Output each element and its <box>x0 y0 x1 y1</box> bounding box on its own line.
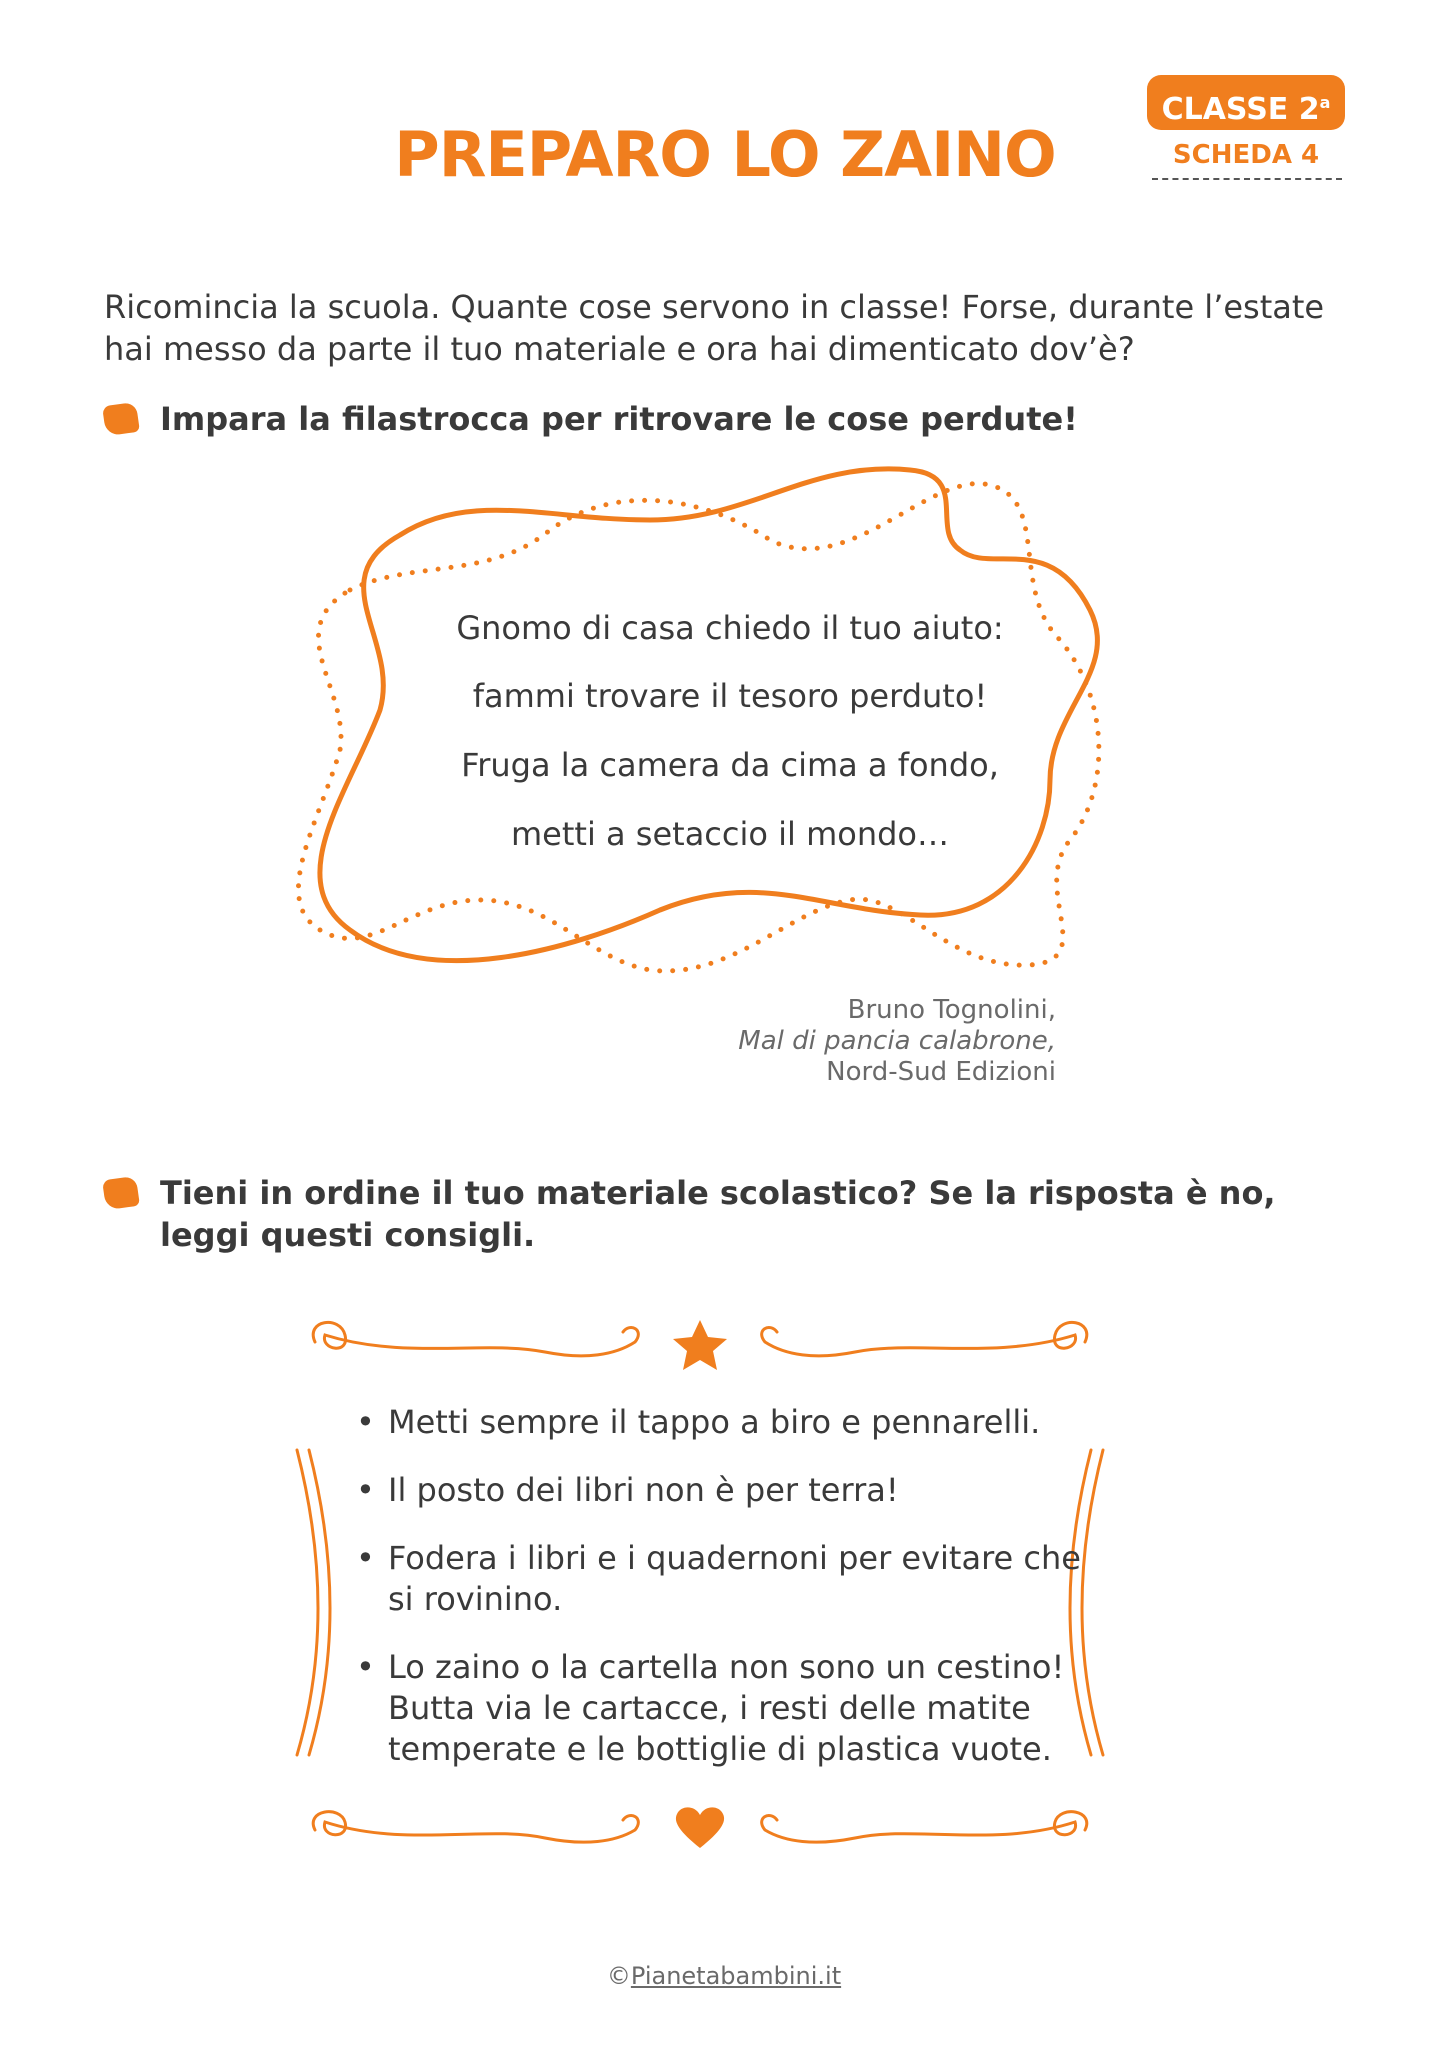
poem-author: Bruno Tognolini, <box>847 995 1056 1025</box>
poem-book: Mal di pancia calabrone, <box>738 1026 1056 1056</box>
task-1 <box>104 398 1344 440</box>
bottom-right-flourish <box>762 1812 1087 1842</box>
star-icon <box>673 1320 727 1370</box>
list-item: • Lo zaino o la cartella non sono un cestino! Butta via le cartacce, i resti delle matite temperate e le bottiglie di plastica vuote. <box>356 1647 1116 1770</box>
sheet-label-rule <box>1152 178 1342 180</box>
sheet-label: SCHEDA 4 <box>1172 140 1320 170</box>
list-item: • Il posto dei libri non è per terra! <box>356 1470 1116 1511</box>
list-item: • Metti sempre il tappo a biro e pennarelli. <box>356 1402 1116 1443</box>
intro-text: Ricomincia la scuola. Quante cose servono in classe! Forse, durante l’estate hai messo da parte il tuo materiale e ora hai dimenticato dov’è? <box>104 288 1325 368</box>
poem-line-3: Fruga la camera da cima a fondo, <box>461 746 999 784</box>
top-left-flourish <box>313 1322 638 1355</box>
poem-line-2: fammi trovare il tesoro perduto! <box>472 677 988 715</box>
task-2-text: Tieni in ordine il tuo materiale scolastico? Se la risposta è no, leggi questi consigli. <box>160 1174 1276 1254</box>
bottom-left-flourish <box>313 1812 638 1842</box>
class-label-sup: a <box>1319 93 1331 112</box>
page-title: PREPARO LO ZAINO <box>394 118 1056 191</box>
left-bracket-inner <box>309 1450 330 1755</box>
poem-attribution <box>620 995 1056 1088</box>
orange-square-icon <box>102 1176 140 1210</box>
left-bracket-outer <box>297 1450 318 1755</box>
heart-icon <box>676 1807 724 1848</box>
task-1-text: Impara la filastrocca per ritrovare le cose perdute! <box>160 400 1078 438</box>
poem-frame <box>290 460 1120 990</box>
class-badge <box>1147 75 1345 130</box>
orange-square-icon <box>102 402 140 436</box>
footer-credit <box>0 1962 1448 1990</box>
class-label: CLASSE 2 <box>1161 92 1320 127</box>
poem-publisher: Nord-Sud Edizioni <box>826 1057 1056 1087</box>
footer-site-link[interactable]: Pianetabambini.it <box>630 1962 842 1990</box>
tips-list <box>356 1402 1116 1797</box>
poem-line-1: Gnomo di casa chiedo il tuo aiuto: <box>456 609 1004 647</box>
list-item: • Fodera i libri e i quadernoni per evitare che si rovinino. <box>356 1538 1116 1620</box>
poem-line-4: metti a setaccio il mondo… <box>510 815 949 853</box>
task-2 <box>104 1172 1344 1256</box>
top-right-flourish <box>762 1322 1087 1355</box>
copyright-symbol: © <box>606 1962 631 1990</box>
